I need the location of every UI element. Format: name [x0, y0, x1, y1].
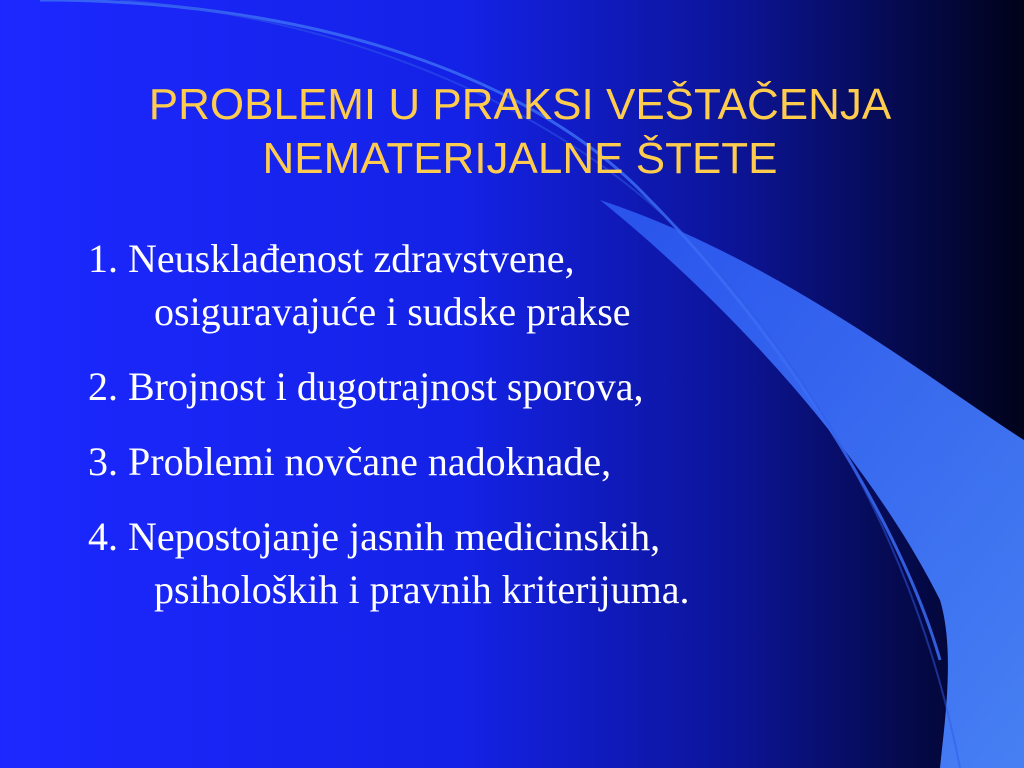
list-item-continuation: psiholoških i pravnih kriterijuma. — [154, 567, 690, 612]
slide-title-line-2: NEMATERIJALNE ŠTETE — [262, 134, 778, 183]
problem-list — [88, 232, 888, 638]
list-item-text: 1. Neusklađenost zdravstvene, — [88, 236, 575, 281]
list-item — [88, 232, 888, 338]
list-item-text: 2. Brojnost i dugotrajnost sporova, — [88, 364, 644, 409]
list-item-text: 3. Problemi novčane nadoknade, — [88, 439, 612, 484]
slide-title — [60, 78, 980, 186]
list-item-continuation: osiguravajuće i sudske prakse — [154, 289, 631, 334]
slide-title-line-1: PROBLEMI U PRAKSI VEŠTAČENJA — [148, 80, 892, 129]
list-item-text: 4. Nepostojanje jasnih medicinskih, — [88, 514, 661, 559]
list-item — [88, 360, 888, 413]
list-item — [88, 435, 888, 488]
list-item — [88, 510, 888, 616]
